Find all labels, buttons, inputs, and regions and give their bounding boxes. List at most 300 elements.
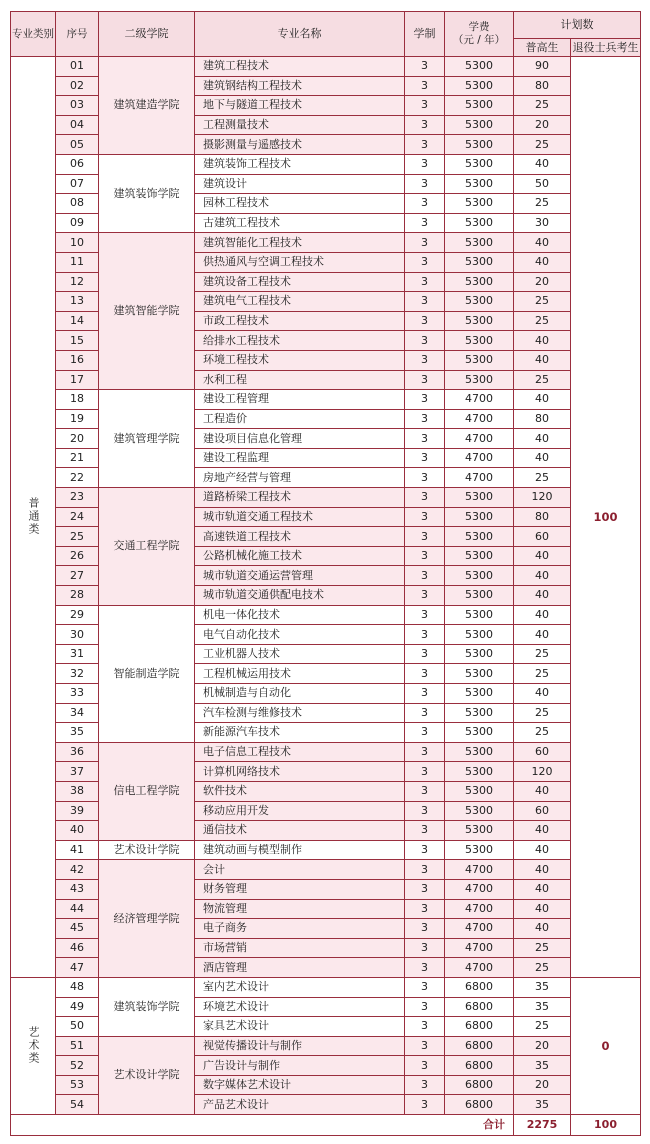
duration-cell: 3 (405, 586, 445, 606)
tuition-cell: 5300 (445, 115, 514, 135)
tuition-cell: 6800 (445, 1017, 514, 1037)
major-name-cell: 电气自动化技术 (195, 625, 405, 645)
major-name-cell: 市政工程技术 (195, 311, 405, 331)
major-name-cell: 建筑设计 (195, 174, 405, 194)
duration-cell: 3 (405, 488, 445, 508)
duration-cell: 3 (405, 409, 445, 429)
major-name-cell: 物流管理 (195, 899, 405, 919)
regular-quota-cell: 40 (514, 860, 571, 880)
table-row (11, 860, 641, 880)
major-name-cell: 机电一体化技术 (195, 605, 405, 625)
seq-cell: 37 (56, 762, 99, 782)
major-name-cell: 数字媒体艺术设计 (195, 1075, 405, 1095)
regular-quota-cell: 80 (514, 409, 571, 429)
duration-cell: 3 (405, 723, 445, 743)
tuition-cell: 5300 (445, 57, 514, 77)
seq-cell: 45 (56, 919, 99, 939)
major-name-cell: 环境工程技术 (195, 350, 405, 370)
veteran-quota-cell: 100 (571, 57, 641, 978)
seq-cell: 08 (56, 194, 99, 214)
major-name-cell: 给排水工程技术 (195, 331, 405, 351)
duration-cell: 3 (405, 448, 445, 468)
regular-quota-cell: 40 (514, 879, 571, 899)
seq-cell: 21 (56, 448, 99, 468)
duration-cell: 3 (405, 331, 445, 351)
duration-cell: 3 (405, 174, 445, 194)
duration-cell: 3 (405, 57, 445, 77)
major-name-cell: 移动应用开发 (195, 801, 405, 821)
seq-cell: 07 (56, 174, 99, 194)
duration-cell: 3 (405, 879, 445, 899)
seq-cell: 52 (56, 1056, 99, 1076)
tuition-cell: 5300 (445, 821, 514, 841)
seq-cell: 48 (56, 977, 99, 997)
college-cell: 建筑管理学院 (99, 390, 195, 488)
header-plan-regular: 普高生 (514, 39, 571, 57)
seq-cell: 35 (56, 723, 99, 743)
major-name-cell: 汽车检测与维修技术 (195, 703, 405, 723)
tuition-cell: 5300 (445, 311, 514, 331)
tuition-cell: 5300 (445, 546, 514, 566)
tuition-cell: 5300 (445, 703, 514, 723)
duration-cell: 3 (405, 194, 445, 214)
seq-cell: 50 (56, 1017, 99, 1037)
totals-label: 合计 (11, 1115, 514, 1136)
regular-quota-cell: 25 (514, 644, 571, 664)
major-name-cell: 新能源汽车技术 (195, 723, 405, 743)
tuition-cell: 5300 (445, 488, 514, 508)
seq-cell: 12 (56, 272, 99, 292)
header-duration: 学制 (405, 12, 445, 57)
major-name-cell: 广告设计与制作 (195, 1056, 405, 1076)
seq-cell: 06 (56, 154, 99, 174)
regular-quota-cell: 20 (514, 1075, 571, 1095)
duration-cell: 3 (405, 311, 445, 331)
major-name-cell: 建设项目信息化管理 (195, 429, 405, 449)
duration-cell: 3 (405, 938, 445, 958)
major-name-cell: 古建筑工程技术 (195, 213, 405, 233)
tuition-cell: 5300 (445, 586, 514, 606)
seq-cell: 18 (56, 390, 99, 410)
category-cell: 普通类 (11, 57, 56, 978)
regular-quota-cell: 25 (514, 311, 571, 331)
tuition-cell: 5300 (445, 723, 514, 743)
veteran-quota-cell: 0 (571, 977, 641, 1114)
duration-cell: 3 (405, 546, 445, 566)
tuition-cell: 5300 (445, 684, 514, 704)
seq-cell: 02 (56, 76, 99, 96)
seq-cell: 14 (56, 311, 99, 331)
major-name-cell: 建筑钢结构工程技术 (195, 76, 405, 96)
regular-quota-cell: 40 (514, 350, 571, 370)
seq-cell: 26 (56, 546, 99, 566)
seq-cell: 09 (56, 213, 99, 233)
major-name-cell: 工程造价 (195, 409, 405, 429)
regular-quota-cell: 40 (514, 233, 571, 253)
table-row (11, 390, 641, 410)
duration-cell: 3 (405, 233, 445, 253)
tuition-cell: 5300 (445, 625, 514, 645)
regular-quota-cell: 35 (514, 997, 571, 1017)
category-cell: 艺术类 (11, 977, 56, 1114)
regular-quota-cell: 25 (514, 664, 571, 684)
tuition-cell: 5300 (445, 781, 514, 801)
major-name-cell: 通信技术 (195, 821, 405, 841)
tuition-cell: 4700 (445, 899, 514, 919)
duration-cell: 3 (405, 566, 445, 586)
table-row (11, 840, 641, 860)
table-row (11, 154, 641, 174)
college-cell: 建筑装饰学院 (99, 977, 195, 1036)
major-name-cell: 机械制造与自动化 (195, 684, 405, 704)
regular-quota-cell: 80 (514, 76, 571, 96)
tuition-cell: 4700 (445, 429, 514, 449)
tuition-cell: 4700 (445, 390, 514, 410)
duration-cell: 3 (405, 860, 445, 880)
seq-cell: 31 (56, 644, 99, 664)
college-cell: 交通工程学院 (99, 488, 195, 606)
seq-cell: 32 (56, 664, 99, 684)
regular-quota-cell: 120 (514, 762, 571, 782)
college-cell: 经济管理学院 (99, 860, 195, 978)
tuition-cell: 5300 (445, 292, 514, 312)
seq-cell: 23 (56, 488, 99, 508)
tuition-cell: 5300 (445, 174, 514, 194)
duration-cell: 3 (405, 801, 445, 821)
major-name-cell: 城市轨道交通供配电技术 (195, 586, 405, 606)
college-cell: 建筑智能学院 (99, 233, 195, 390)
duration-cell: 3 (405, 1075, 445, 1095)
duration-cell: 3 (405, 272, 445, 292)
major-name-cell: 计算机网络技术 (195, 762, 405, 782)
regular-quota-cell: 25 (514, 1017, 571, 1037)
duration-cell: 3 (405, 899, 445, 919)
seq-cell: 47 (56, 958, 99, 978)
tuition-cell: 5300 (445, 605, 514, 625)
tuition-cell: 6800 (445, 1056, 514, 1076)
major-name-cell: 水利工程 (195, 370, 405, 390)
regular-quota-cell: 40 (514, 625, 571, 645)
regular-quota-cell: 40 (514, 899, 571, 919)
tuition-cell: 5300 (445, 801, 514, 821)
major-name-cell: 工业机器人技术 (195, 644, 405, 664)
seq-cell: 25 (56, 527, 99, 547)
regular-quota-cell: 60 (514, 801, 571, 821)
duration-cell: 3 (405, 958, 445, 978)
college-cell: 建筑装饰学院 (99, 154, 195, 232)
table-row (11, 488, 641, 508)
regular-quota-cell: 25 (514, 370, 571, 390)
seq-cell: 20 (56, 429, 99, 449)
regular-quota-cell: 40 (514, 331, 571, 351)
seq-cell: 16 (56, 350, 99, 370)
seq-cell: 01 (56, 57, 99, 77)
duration-cell: 3 (405, 664, 445, 684)
tuition-cell: 6800 (445, 997, 514, 1017)
seq-cell: 54 (56, 1095, 99, 1115)
tuition-cell: 5300 (445, 644, 514, 664)
tuition-cell: 4700 (445, 879, 514, 899)
tuition-cell: 5300 (445, 742, 514, 762)
seq-cell: 44 (56, 899, 99, 919)
seq-cell: 34 (56, 703, 99, 723)
regular-quota-cell: 25 (514, 96, 571, 116)
major-name-cell: 建筑工程技术 (195, 57, 405, 77)
regular-quota-cell: 40 (514, 684, 571, 704)
tuition-cell: 6800 (445, 977, 514, 997)
regular-quota-cell: 25 (514, 468, 571, 488)
totals-row (11, 1115, 641, 1136)
seq-cell: 51 (56, 1036, 99, 1056)
tuition-cell: 4700 (445, 958, 514, 978)
seq-cell: 33 (56, 684, 99, 704)
regular-quota-cell: 25 (514, 958, 571, 978)
seq-cell: 04 (56, 115, 99, 135)
tuition-cell: 5300 (445, 350, 514, 370)
tuition-cell: 5300 (445, 840, 514, 860)
major-name-cell: 工程机械运用技术 (195, 664, 405, 684)
duration-cell: 3 (405, 370, 445, 390)
regular-quota-cell: 25 (514, 292, 571, 312)
tuition-cell: 4700 (445, 938, 514, 958)
seq-cell: 13 (56, 292, 99, 312)
regular-quota-cell: 35 (514, 1056, 571, 1076)
regular-quota-cell: 40 (514, 429, 571, 449)
tuition-cell: 5300 (445, 213, 514, 233)
seq-cell: 03 (56, 96, 99, 116)
seq-cell: 27 (56, 566, 99, 586)
major-name-cell: 供热通风与空调工程技术 (195, 252, 405, 272)
regular-quota-cell: 90 (514, 57, 571, 77)
regular-quota-cell: 40 (514, 781, 571, 801)
duration-cell: 3 (405, 919, 445, 939)
major-name-cell: 高速铁道工程技术 (195, 527, 405, 547)
duration-cell: 3 (405, 76, 445, 96)
tuition-cell: 5300 (445, 272, 514, 292)
major-name-cell: 建筑动画与模型制作 (195, 840, 405, 860)
duration-cell: 3 (405, 1056, 445, 1076)
regular-quota-cell: 40 (514, 390, 571, 410)
regular-quota-cell: 40 (514, 566, 571, 586)
duration-cell: 3 (405, 997, 445, 1017)
regular-quota-cell: 35 (514, 977, 571, 997)
seq-cell: 39 (56, 801, 99, 821)
regular-quota-cell: 60 (514, 742, 571, 762)
major-name-cell: 建筑电气工程技术 (195, 292, 405, 312)
major-name-cell: 建设工程管理 (195, 390, 405, 410)
header-tuition-line1: 学费 (468, 21, 490, 33)
major-name-cell: 工程测量技术 (195, 115, 405, 135)
duration-cell: 3 (405, 527, 445, 547)
tuition-cell: 5300 (445, 664, 514, 684)
tuition-cell: 6800 (445, 1075, 514, 1095)
major-name-cell: 建筑装饰工程技术 (195, 154, 405, 174)
major-name-cell: 室内艺术设计 (195, 977, 405, 997)
regular-quota-cell: 30 (514, 213, 571, 233)
header-tuition (445, 12, 514, 57)
duration-cell: 3 (405, 977, 445, 997)
seq-cell: 53 (56, 1075, 99, 1095)
header-tuition-line2: （元 / 年） (452, 34, 506, 46)
tuition-cell: 4700 (445, 448, 514, 468)
tuition-cell: 5300 (445, 507, 514, 527)
totals-regular: 2275 (514, 1115, 571, 1136)
duration-cell: 3 (405, 390, 445, 410)
duration-cell: 3 (405, 96, 445, 116)
header-plan: 计划数 (514, 12, 641, 39)
major-name-cell: 会计 (195, 860, 405, 880)
seq-cell: 22 (56, 468, 99, 488)
duration-cell: 3 (405, 742, 445, 762)
table-row (11, 605, 641, 625)
seq-cell: 49 (56, 997, 99, 1017)
major-name-cell: 电子信息工程技术 (195, 742, 405, 762)
regular-quota-cell: 40 (514, 154, 571, 174)
duration-cell: 3 (405, 1017, 445, 1037)
duration-cell: 3 (405, 292, 445, 312)
regular-quota-cell: 40 (514, 821, 571, 841)
duration-cell: 3 (405, 252, 445, 272)
duration-cell: 3 (405, 684, 445, 704)
major-name-cell: 园林工程技术 (195, 194, 405, 214)
regular-quota-cell: 40 (514, 448, 571, 468)
table-row (11, 742, 641, 762)
major-name-cell: 公路机械化施工技术 (195, 546, 405, 566)
tuition-cell: 5300 (445, 762, 514, 782)
seq-cell: 29 (56, 605, 99, 625)
tuition-cell: 4700 (445, 409, 514, 429)
enrollment-plan-table (10, 11, 641, 1136)
header-category: 专业类别 (11, 12, 56, 57)
major-name-cell: 建设工程监理 (195, 448, 405, 468)
major-name-cell: 房地产经营与管理 (195, 468, 405, 488)
regular-quota-cell: 35 (514, 1095, 571, 1115)
college-cell: 艺术设计学院 (99, 1036, 195, 1114)
regular-quota-cell: 25 (514, 723, 571, 743)
seq-cell: 36 (56, 742, 99, 762)
tuition-cell: 4700 (445, 860, 514, 880)
header-major: 专业名称 (195, 12, 405, 57)
regular-quota-cell: 40 (514, 840, 571, 860)
duration-cell: 3 (405, 703, 445, 723)
tuition-cell: 5300 (445, 233, 514, 253)
tuition-cell: 4700 (445, 468, 514, 488)
seq-cell: 17 (56, 370, 99, 390)
regular-quota-cell: 60 (514, 527, 571, 547)
duration-cell: 3 (405, 429, 445, 449)
regular-quota-cell: 25 (514, 938, 571, 958)
seq-cell: 40 (56, 821, 99, 841)
major-name-cell: 地下与隧道工程技术 (195, 96, 405, 116)
seq-cell: 24 (56, 507, 99, 527)
duration-cell: 3 (405, 154, 445, 174)
tuition-cell: 5300 (445, 76, 514, 96)
tuition-cell: 5300 (445, 154, 514, 174)
table-body (11, 57, 641, 1136)
table-row (11, 977, 641, 997)
major-name-cell: 建筑设备工程技术 (195, 272, 405, 292)
regular-quota-cell: 40 (514, 252, 571, 272)
duration-cell: 3 (405, 135, 445, 155)
tuition-cell: 5300 (445, 194, 514, 214)
seq-cell: 46 (56, 938, 99, 958)
major-name-cell: 产品艺术设计 (195, 1095, 405, 1115)
regular-quota-cell: 25 (514, 703, 571, 723)
duration-cell: 3 (405, 762, 445, 782)
duration-cell: 3 (405, 644, 445, 664)
major-name-cell: 家具艺术设计 (195, 1017, 405, 1037)
duration-cell: 3 (405, 507, 445, 527)
seq-cell: 30 (56, 625, 99, 645)
table-row (11, 57, 641, 77)
duration-cell: 3 (405, 840, 445, 860)
header-college: 二级学院 (99, 12, 195, 57)
regular-quota-cell: 50 (514, 174, 571, 194)
regular-quota-cell: 25 (514, 194, 571, 214)
tuition-cell: 5300 (445, 527, 514, 547)
college-cell: 艺术设计学院 (99, 840, 195, 860)
table-row (11, 1036, 641, 1056)
duration-cell: 3 (405, 350, 445, 370)
college-cell: 建筑建造学院 (99, 57, 195, 155)
duration-cell: 3 (405, 115, 445, 135)
totals-veteran: 100 (571, 1115, 641, 1136)
duration-cell: 3 (405, 1036, 445, 1056)
college-cell: 智能制造学院 (99, 605, 195, 742)
regular-quota-cell: 20 (514, 272, 571, 292)
seq-cell: 19 (56, 409, 99, 429)
college-cell: 信电工程学院 (99, 742, 195, 840)
major-name-cell: 电子商务 (195, 919, 405, 939)
tuition-cell: 6800 (445, 1036, 514, 1056)
major-name-cell: 道路桥梁工程技术 (195, 488, 405, 508)
regular-quota-cell: 40 (514, 586, 571, 606)
major-name-cell: 酒店管理 (195, 958, 405, 978)
major-name-cell: 建筑智能化工程技术 (195, 233, 405, 253)
regular-quota-cell: 25 (514, 135, 571, 155)
major-name-cell: 财务管理 (195, 879, 405, 899)
tuition-cell: 5300 (445, 331, 514, 351)
regular-quota-cell: 20 (514, 1036, 571, 1056)
tuition-cell: 6800 (445, 1095, 514, 1115)
tuition-cell: 5300 (445, 566, 514, 586)
seq-cell: 28 (56, 586, 99, 606)
major-name-cell: 市场营销 (195, 938, 405, 958)
table-header (11, 12, 641, 57)
regular-quota-cell: 40 (514, 605, 571, 625)
seq-cell: 42 (56, 860, 99, 880)
major-name-cell: 摄影测量与遥感技术 (195, 135, 405, 155)
tuition-cell: 5300 (445, 252, 514, 272)
duration-cell: 3 (405, 468, 445, 488)
seq-cell: 05 (56, 135, 99, 155)
tuition-cell: 5300 (445, 96, 514, 116)
regular-quota-cell: 40 (514, 546, 571, 566)
major-name-cell: 城市轨道交通工程技术 (195, 507, 405, 527)
duration-cell: 3 (405, 821, 445, 841)
tuition-cell: 4700 (445, 919, 514, 939)
regular-quota-cell: 40 (514, 919, 571, 939)
major-name-cell: 环境艺术设计 (195, 997, 405, 1017)
seq-cell: 15 (56, 331, 99, 351)
header-seq: 序号 (56, 12, 99, 57)
duration-cell: 3 (405, 1095, 445, 1115)
seq-cell: 41 (56, 840, 99, 860)
major-name-cell: 城市轨道交通运营管理 (195, 566, 405, 586)
regular-quota-cell: 20 (514, 115, 571, 135)
major-name-cell: 软件技术 (195, 781, 405, 801)
duration-cell: 3 (405, 781, 445, 801)
